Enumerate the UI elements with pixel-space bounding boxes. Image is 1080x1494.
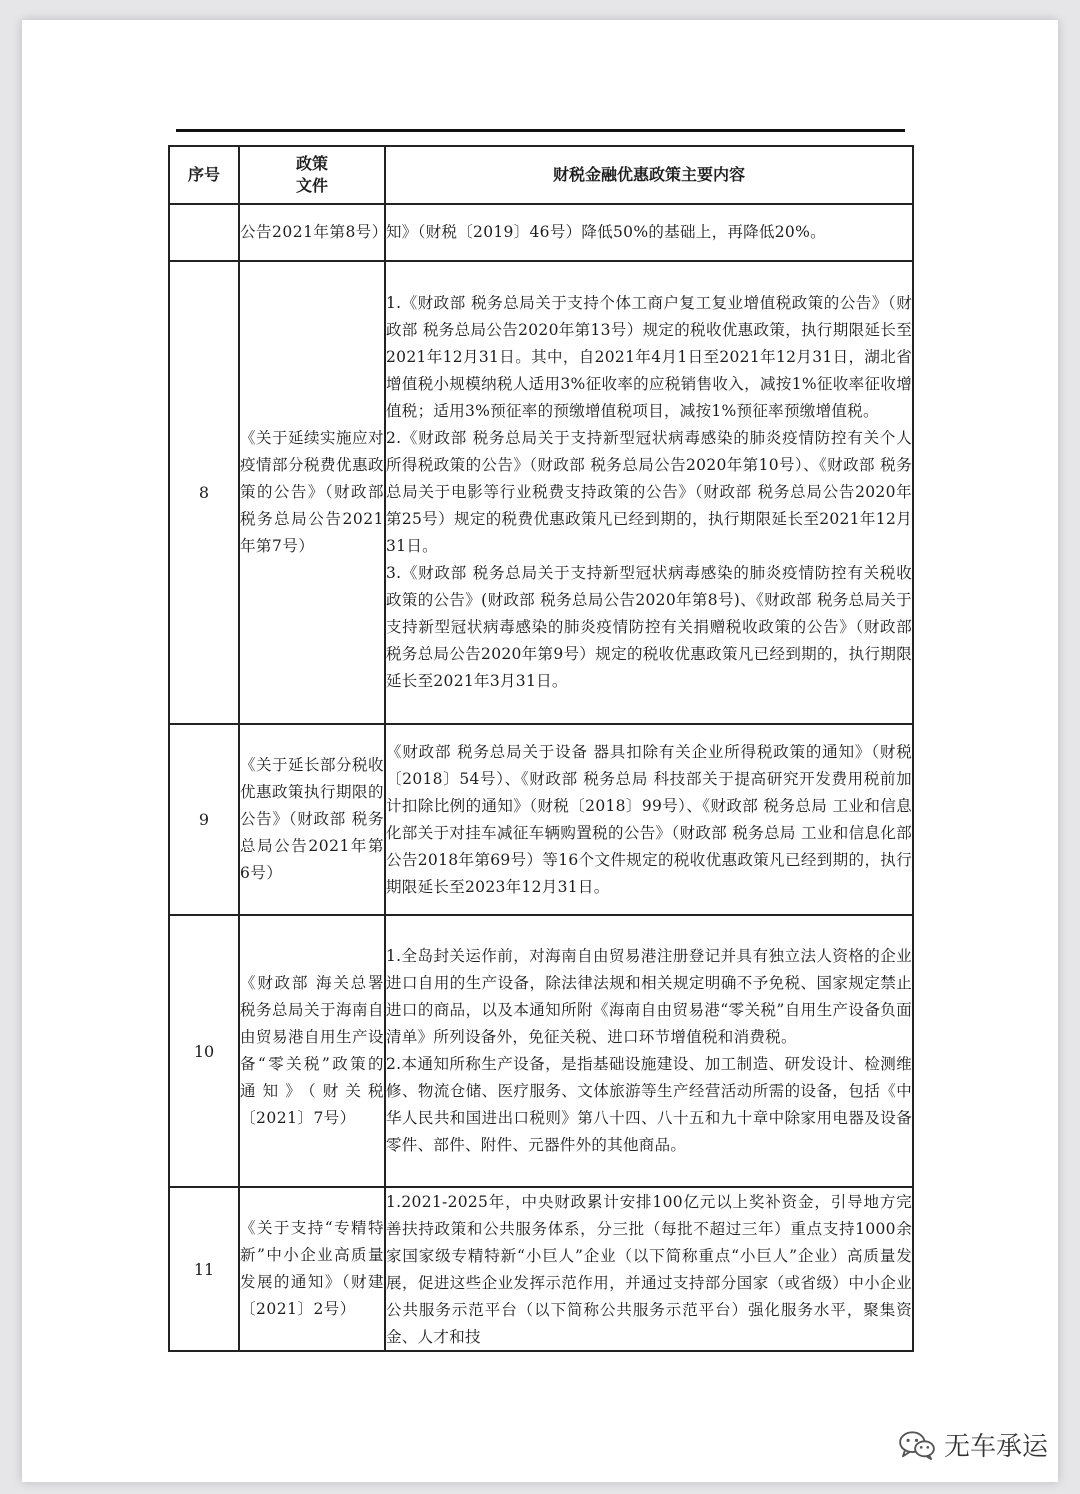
content-paragraph: 1.2021-2025年，中央财政累计安排100亿元以上奖补资金，引导地方完善扶持政策和公共服务体系，分三批（每批不超过三年）重点支持1000余家国家级专精特新“小巨人”企业（以下简称重点“小巨人”企业）高质量发展，促进这些企业发挥示范作用，并通过支持部分国家（或省级）中小企业公共服务示范平台（以下简称公共服务示范平台）强化服务水平，聚集资金、人才和技 xyxy=(386,1192,912,1346)
header-content: 财税金融优惠政策主要内容 xyxy=(385,146,913,204)
content-paragraph: 1.全岛封关运作前，对海南自由贸易港注册登记并具有独立法人资格的企业进口自用的生产设备，除法律法规和相关规定明确不予免税、国家规定禁止进口的商品，以及本通知所附《海南自由贸易港“零关税”自用生产设备负面清单》所列设备外，免征关税、进口环节增值税和消费税。 xyxy=(386,947,912,1046)
row-content xyxy=(385,724,913,915)
header-index: 序号 xyxy=(169,146,239,204)
table-row xyxy=(169,1187,913,1351)
row-index: 10 xyxy=(169,915,239,1187)
row-index: 8 xyxy=(169,261,239,724)
row-index: 9 xyxy=(169,724,239,915)
row-index: 11 xyxy=(169,1187,239,1351)
content-paragraph: 《财政部 税务总局关于设备 器具扣除有关企业所得税政策的通知》（财税〔2018〕54号）、《财政部 税务总局 科技部关于提高研究开发费用税前加计扣除比例的通知》（财税〔2018〕99号）、《财政部 税务总局 工业和信息化部关于对挂车减征车辆购置税的公告》（财政部 税务总局 工业和信息化部公告2018年第69号）等16个文件规定的税收优惠政策凡已经到期的，执行期限延长至2023年12月31日。 xyxy=(386,742,912,896)
content-paragraph: 1.《财政部 税务总局关于支持个体工商户复工复业增值税政策的公告》（财政部 税务总局公告2020年第13号）规定的税收优惠政策，执行期限延长至2021年12月31日。其中，自2021年4月1日至2021年12月31日，湖北省增值税小规模纳税人适用3%征收率的应税销售收入，减按1%征收率征收增值税；适用3%预征率的预缴增值税项目，减按1%预征率预缴增值税。 xyxy=(386,294,912,420)
header-document-line1: 政策 xyxy=(295,154,328,173)
content-paragraph: 2.本通知所称生产设备，是指基础设施建设、加工制造、研发设计、检测维修、物流仓储、医疗服务、文体旅游等生产经营活动所需的设备，包括《中华人民共和国进出口税则》第八十四、八十五和九十章中除家用电器及设备零件、部件、附件、元器件外的其他商品。 xyxy=(386,1055,912,1154)
content-paragraph: 2.《财政部 税务总局关于支持新型冠状病毒感染的肺炎疫情防控有关个人所得税政策的公告》（财政部 税务总局公告2020年第10号）、《财政部 税务总局关于电影等行业税费支持政策的公告》（财政部 税务总局公告2020年第25号）规定的税费优惠政策凡已经到期的，执行期限延长至2021年12月31日。 xyxy=(386,429,912,555)
content-paragraph: 知》（财税〔2019〕46号）降低50%的基础上，再降低20%。 xyxy=(386,223,826,241)
content-paragraph: 3.《财政部 税务总局关于支持新型冠状病毒感染的肺炎疫情防控有关税收政策的公告》(财政部 税务总局公告2020年第8号)、《财政部 税务总局关于支持新型冠状病毒感染的肺炎疫情防控有关捐赠税收政策的公告》（财政部 税务总局公告2020年第9号）规定的税收优惠政策凡已经到期的，执行期限延长至2021年3月31日。 xyxy=(386,564,912,690)
row-document: 《关于支持“专精特新”中小企业高质量发展的通知》（财建〔2021〕2号） xyxy=(239,1187,385,1351)
table-row xyxy=(169,261,913,724)
wechat-icon xyxy=(898,1430,936,1460)
table-row xyxy=(169,204,913,261)
row-document: 《关于延续实施应对疫情部分税费优惠政策的公告》（财政部 税务总局公告2021年第7号） xyxy=(239,261,385,724)
row-content xyxy=(385,204,913,261)
row-content xyxy=(385,261,913,724)
table-header-row xyxy=(169,146,913,204)
row-content xyxy=(385,1187,913,1351)
watermark-text: 无车承运 xyxy=(944,1432,1049,1462)
table-row xyxy=(169,724,913,915)
policy-table xyxy=(168,145,914,1352)
row-index xyxy=(169,204,239,261)
header-document xyxy=(239,146,385,204)
watermark xyxy=(898,1426,1048,1463)
table-row xyxy=(169,915,913,1187)
header-rule xyxy=(176,129,905,132)
row-document: 公告2021年第8号） xyxy=(239,204,385,261)
row-document: 《财政部 海关总署 税务总局关于海南自由贸易港自用生产设备“零关税”政策的通知》（财关税〔2021〕7号） xyxy=(239,915,385,1187)
row-document: 《关于延长部分税收优惠政策执行期限的公告》（财政部 税务总局公告2021年第6号） xyxy=(239,724,385,915)
row-content xyxy=(385,915,913,1187)
header-document-line2: 文件 xyxy=(295,176,328,195)
